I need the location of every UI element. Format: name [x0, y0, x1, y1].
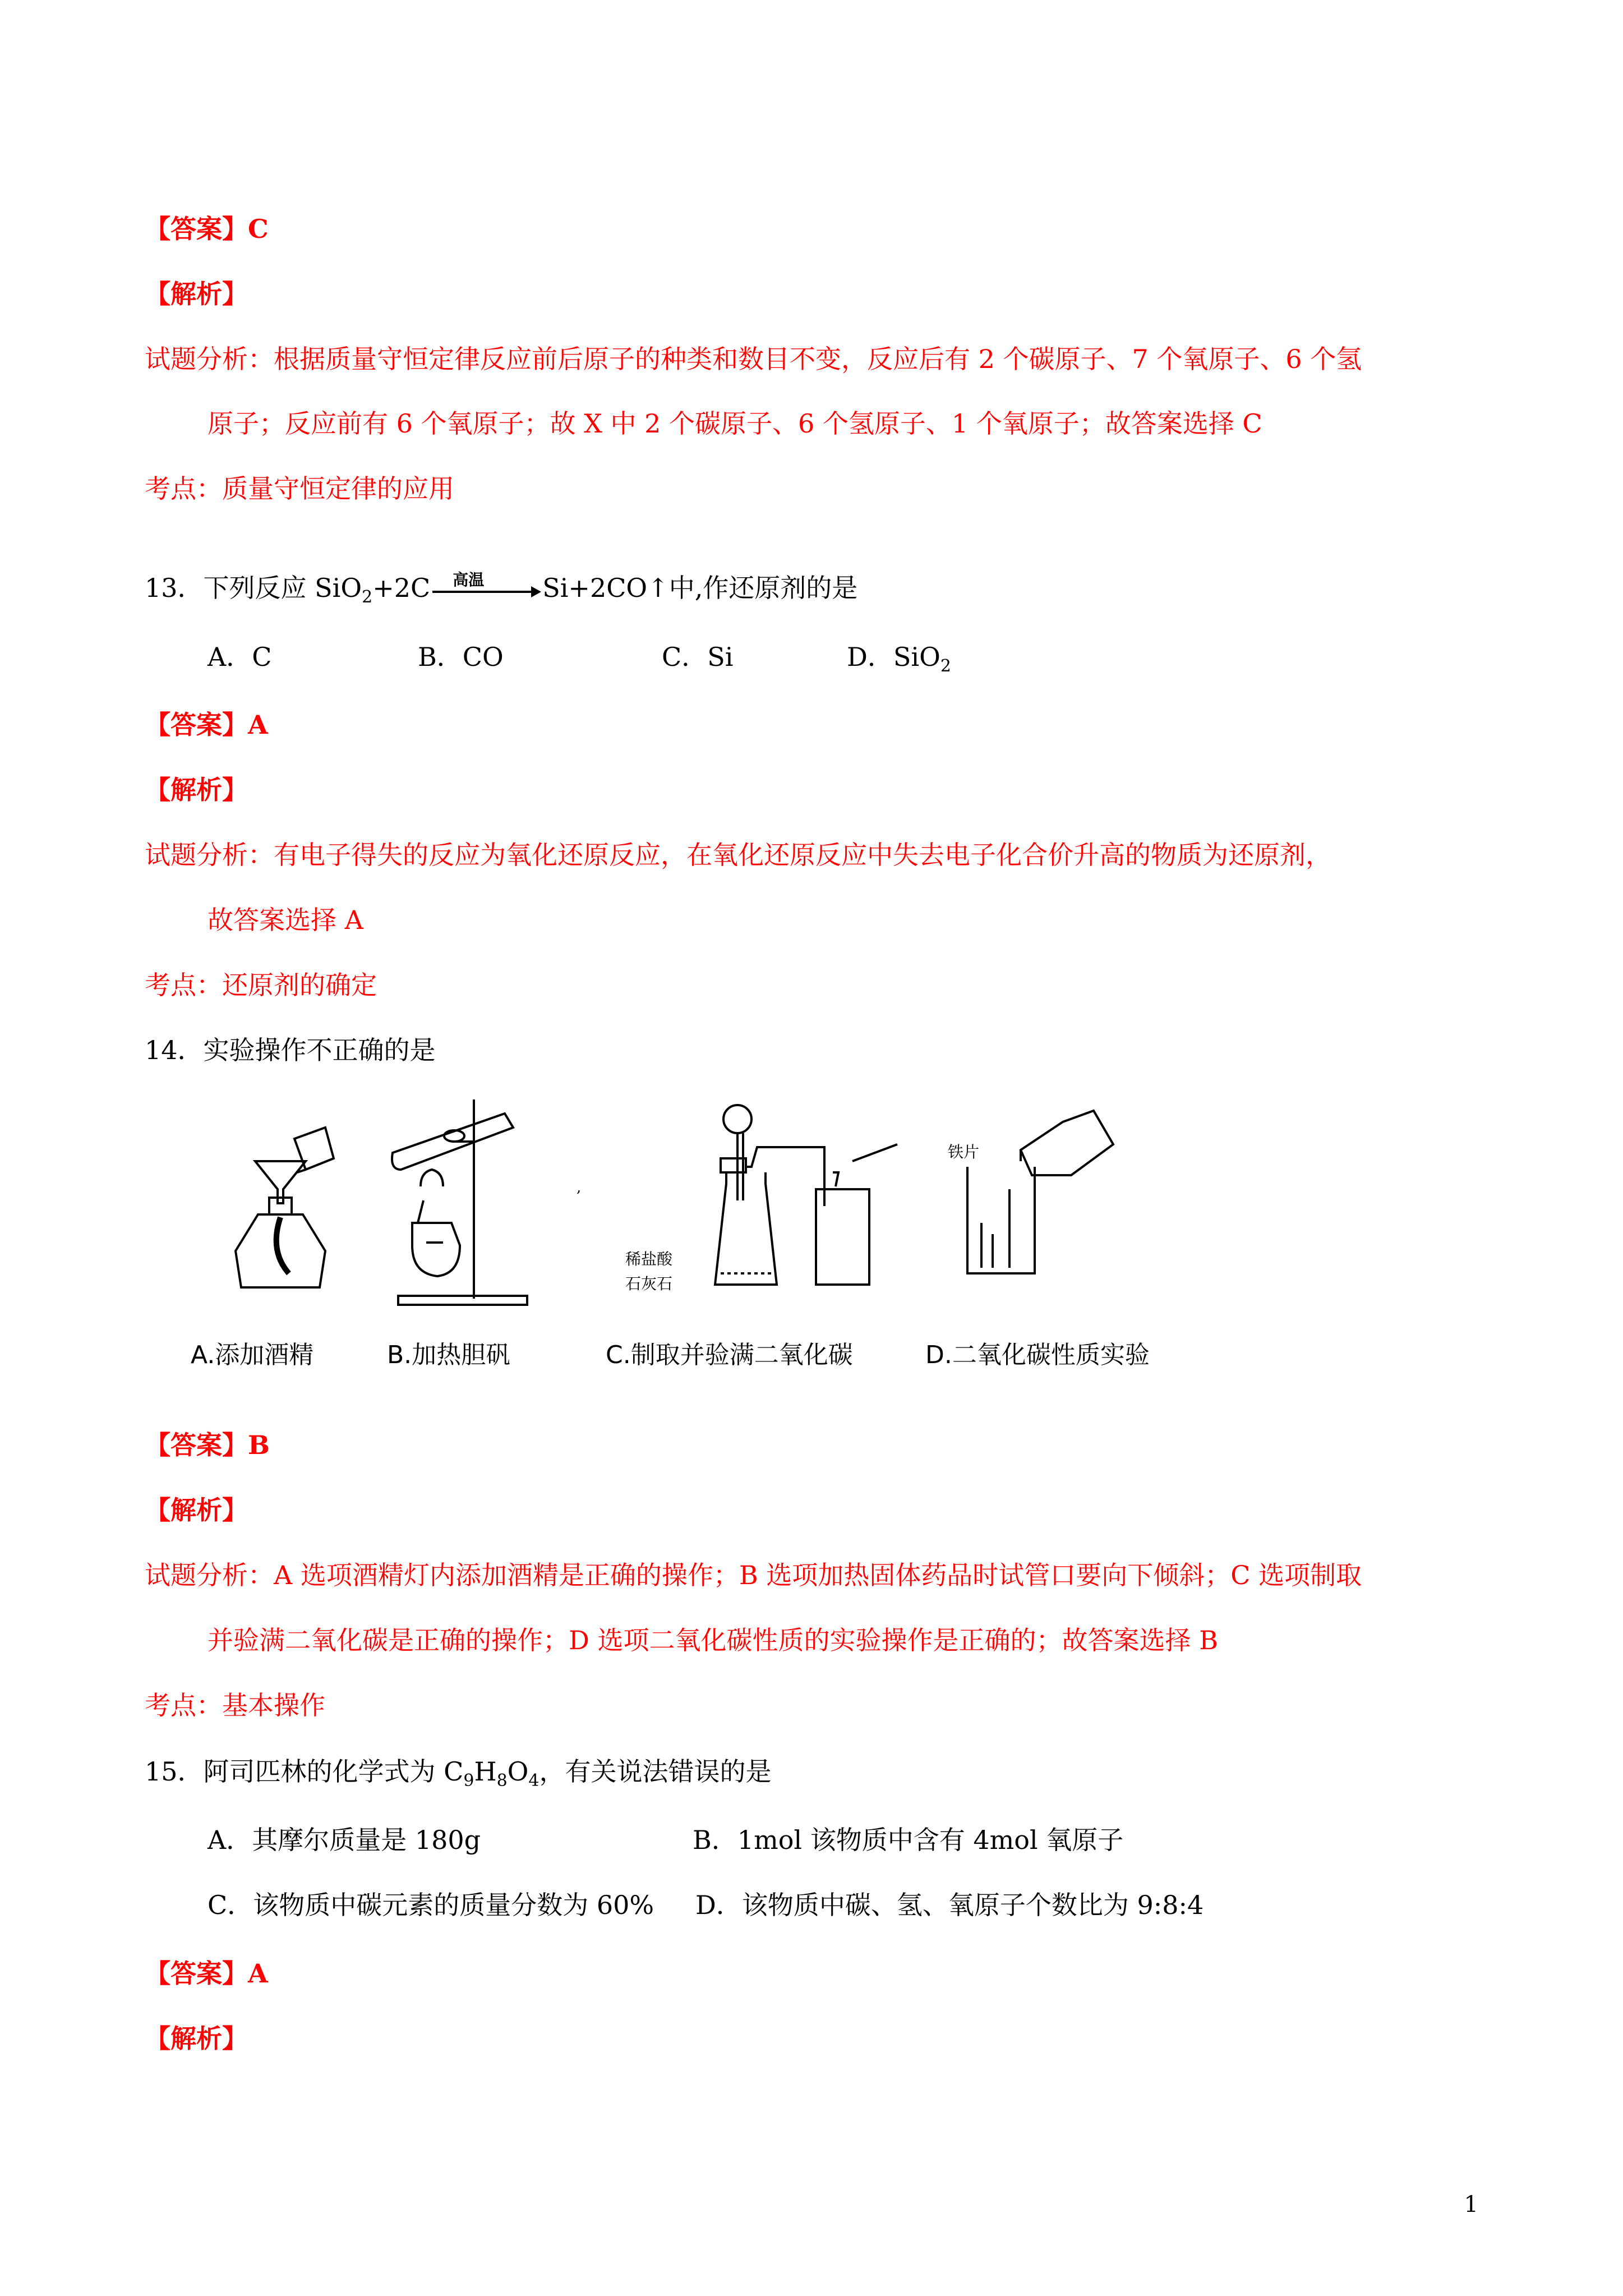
- q13-stem: [145, 571, 857, 605]
- q12-analysis-line1: 试题分析：根据质量守恒定律反应前后原子的种类和数目不变，反应后有 2 个碳原子、7 个氧原子、6 个氢: [145, 344, 1362, 374]
- caption-c: C.制取并验满二氧化碳: [606, 1341, 853, 1369]
- q14-figure: [191, 1088, 1256, 1402]
- q13-option-a: A．C: [208, 642, 272, 672]
- arrow-icon: [430, 583, 542, 600]
- q15-o-sub: 4: [528, 1771, 540, 1791]
- reaction-arrow: [430, 571, 542, 605]
- q13-option-c: C．Si: [662, 642, 734, 672]
- q12-analysis-label: 【解析】: [145, 279, 248, 309]
- q14-analysis-line2: 并验满二氧化碳是正确的操作；D 选项二氧化碳性质的实验操作是正确的；故答案选择 B: [208, 1625, 1218, 1655]
- label-acid: 稀盐酸: [625, 1250, 673, 1268]
- q15-stem-suffix: ，有关说法错误的是: [539, 1756, 772, 1787]
- q13-answer: 【答案】A: [145, 710, 268, 740]
- caption-a: A.添加酒精: [191, 1341, 314, 1369]
- q15-h: H: [474, 1756, 497, 1787]
- q15-option-d: D．该物质中碳、氢、氧原子个数比为 9:8:4: [695, 1890, 1204, 1920]
- q13-kaodian: 考点：还原剂的确定: [145, 970, 377, 1000]
- q13-analysis-line1: 试题分析：有电子得失的反应为氧化还原反应，在氧化还原反应中失去电子化合价升高的物质为还原剂，: [145, 840, 1331, 870]
- q14-answer: 【答案】B: [145, 1430, 270, 1460]
- heating-test-tube-figure: [392, 1099, 527, 1305]
- q13-option-d-sub: 2: [940, 656, 951, 676]
- q15-option-c: C．该物质中碳元素的质量分数为 60%: [208, 1890, 654, 1920]
- svg-text:,: ,: [577, 1179, 582, 1196]
- q14-analysis-line1: 试题分析：A 选项酒精灯内添加酒精是正确的操作；B 选项加热固体药品时试管口要向下倾斜；C 选项制取: [145, 1560, 1362, 1590]
- q15-option-a: A．其摩尔质量是 180g: [208, 1825, 481, 1855]
- q14-kaodian: 考点：基本操作: [145, 1690, 325, 1720]
- q13-option-b: B．CO: [418, 642, 504, 672]
- label-limestone: 石灰石: [625, 1274, 673, 1293]
- q15-answer: 【答案】A: [145, 1958, 268, 1989]
- q14-analysis-label: 【解析】: [145, 1495, 248, 1525]
- q15-c-sub: 9: [463, 1771, 474, 1791]
- q15-stem: [145, 1755, 772, 1791]
- q13-analysis-line2: 故答案选择 A: [208, 905, 363, 935]
- caption-b: B.加热胆矾: [387, 1341, 511, 1369]
- page-number: 1: [1464, 2192, 1478, 2217]
- q15-h-sub: 8: [496, 1771, 508, 1791]
- q13-stem-suffix: Si+2CO↑中,作还原剂的是: [542, 573, 858, 603]
- alcohol-lamp-funnel-figure: [236, 1128, 334, 1287]
- caption-d: D.二氧化碳性质实验: [925, 1341, 1150, 1369]
- q13-stem-prefix: 13．下列反应 SiO: [145, 573, 362, 603]
- q15-stem-prefix: 15．阿司匹林的化学式为 C: [145, 1756, 464, 1787]
- q15-o: O: [507, 1756, 529, 1787]
- apparatus-illustration: [191, 1088, 1256, 1324]
- label-iron: 铁片: [948, 1143, 980, 1161]
- q13-analysis-label: 【解析】: [145, 775, 248, 805]
- q15-analysis-label: 【解析】: [145, 2023, 248, 2054]
- co2-property-figure: [967, 1111, 1113, 1273]
- reaction-condition: 高温: [453, 570, 485, 589]
- q13-option-d-prefix: D．SiO: [847, 642, 940, 672]
- q13-option-d: [847, 640, 951, 674]
- q12-answer: 【答案】C: [145, 214, 269, 244]
- co2-generation-figure: [715, 1105, 897, 1285]
- q14-stem: 14．实验操作不正确的是: [145, 1035, 436, 1065]
- q13-stem-mid: +2C: [372, 573, 431, 603]
- q12-kaodian: 考点：质量守恒定律的应用: [145, 473, 454, 504]
- q15-option-b: B．1mol 该物质中含有 4mol 氧原子: [693, 1825, 1124, 1855]
- q13-stem-sub: 2: [362, 587, 373, 607]
- q12-analysis-line2: 原子；反应前有 6 个氧原子；故 X 中 2 个碳原子、6 个氢原子、1 个氧原子；故答案选择 C: [208, 408, 1262, 439]
